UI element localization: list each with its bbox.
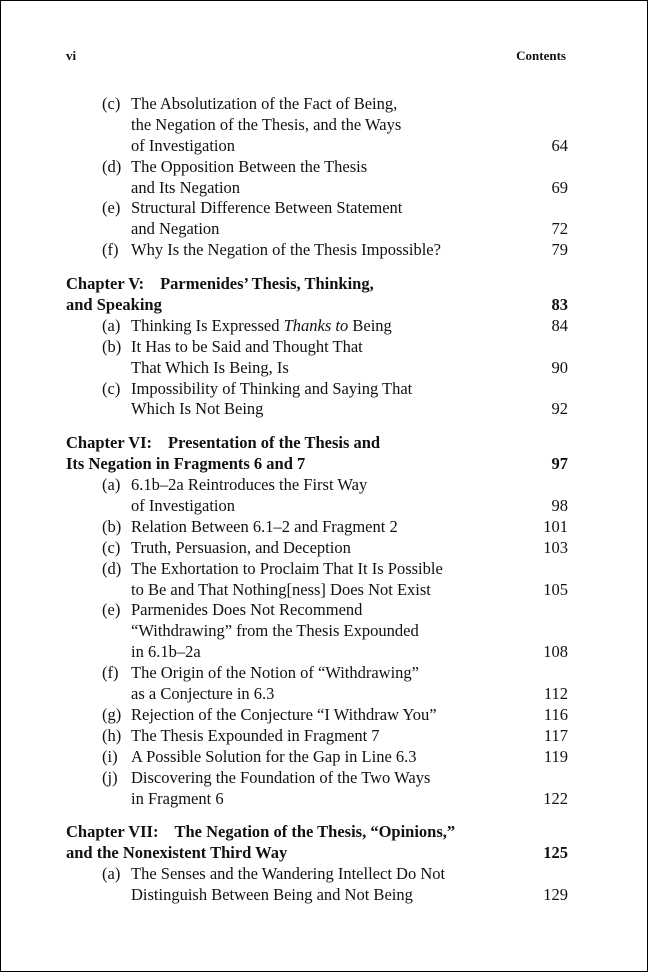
toc-entry[interactable] xyxy=(66,768,568,810)
entry-text: Discovering the Foundation of the Two Ways xyxy=(131,767,431,787)
chapter-title: and the Nonexistent Third Way xyxy=(66,843,288,863)
chapter-v-sections xyxy=(66,316,568,420)
toc-entry[interactable] xyxy=(66,316,568,337)
entry-page: 117 xyxy=(543,725,568,745)
entry-label: (f) xyxy=(102,663,119,683)
entry-text: A Possible Solution for the Gap in Line 6.3 xyxy=(131,746,417,766)
entry-page: 79 xyxy=(551,240,568,260)
entry-label: (a) xyxy=(102,475,121,495)
toc-entry[interactable] xyxy=(66,517,568,538)
chapter-number: Chapter V: xyxy=(66,274,145,294)
entry-text: and Negation xyxy=(131,219,220,239)
entry-text: in 6.1b–2a xyxy=(131,642,201,662)
top-entries xyxy=(66,94,568,261)
chapter-vi xyxy=(66,433,568,475)
entry-label: (d) xyxy=(102,156,122,176)
chapter-number: Chapter VI: xyxy=(66,433,153,453)
entry-text: Which Is Not Being xyxy=(131,399,264,419)
entry-text: Being xyxy=(348,315,392,335)
toc-entry[interactable] xyxy=(66,94,568,157)
toc-entry[interactable] xyxy=(66,198,568,240)
chapter-page: 83 xyxy=(551,295,568,315)
entry-page: 101 xyxy=(543,516,568,536)
entry-label: (b) xyxy=(102,516,122,536)
entry-text: of Investigation xyxy=(131,135,236,155)
entry-text: The Absolutization of the Fact of Being, xyxy=(131,94,398,113)
entry-label: (f) xyxy=(102,240,119,260)
entry-text-italic: Thanks to xyxy=(283,315,349,335)
toc-entry[interactable] xyxy=(66,726,568,747)
page-number-roman: vi xyxy=(66,48,77,63)
entry-text: and Its Negation xyxy=(131,177,241,197)
toc-entry[interactable] xyxy=(66,475,568,517)
chapter-vi-sections xyxy=(66,475,568,809)
entry-text: That Which Is Being, Is xyxy=(131,357,289,377)
entry-text: The Opposition Between the Thesis xyxy=(131,156,368,176)
chapter-number: Chapter VII: xyxy=(66,822,159,842)
chapter-v xyxy=(66,274,568,316)
toc-entry[interactable] xyxy=(66,600,568,663)
running-header: Contents xyxy=(516,48,566,63)
toc-entry[interactable] xyxy=(66,157,568,199)
chapter-title: Presentation of the Thesis and xyxy=(168,433,381,453)
entry-text: Parmenides Does Not Recommend xyxy=(131,600,363,620)
chapter-title: The Negation of the Thesis, “Opinions,” xyxy=(174,822,456,842)
entry-page: 108 xyxy=(543,642,568,662)
entry-text: Impossibility of Thinking and Saying That xyxy=(131,378,413,398)
entry-page: 90 xyxy=(551,357,568,377)
chapter-page: 97 xyxy=(551,454,568,474)
entry-label: (c) xyxy=(102,94,121,113)
toc-entry[interactable] xyxy=(66,747,568,768)
toc-entry[interactable] xyxy=(66,864,568,906)
entry-text: Rejection of the Conjecture “I Withdraw You” xyxy=(131,704,437,724)
entry-text: The Thesis Expounded in Fragment 7 xyxy=(131,725,380,745)
entry-text: The Exhortation to Proclaim That It Is Possible xyxy=(131,558,443,578)
entry-label: (e) xyxy=(102,198,121,218)
toc-entry[interactable] xyxy=(66,240,568,261)
chapter-heading[interactable] xyxy=(66,822,568,843)
entry-label: (j) xyxy=(102,767,118,787)
table-of-contents xyxy=(66,94,568,906)
chapter-title: Parmenides’ Thesis, Thinking, xyxy=(160,274,374,294)
entry-page: 103 xyxy=(543,537,568,557)
entry-text: Structural Difference Between Statement xyxy=(131,198,403,218)
entry-text: the Negation of the Thesis, and the Ways xyxy=(131,114,402,134)
entry-text: to Be and That Nothing[ness] Does Not Exist xyxy=(131,579,431,599)
entry-page: 72 xyxy=(551,219,568,239)
entry-text: Truth, Persuasion, and Deception xyxy=(131,537,351,557)
entry-page: 122 xyxy=(543,788,568,808)
entry-page: 105 xyxy=(543,579,568,599)
entry-label: (h) xyxy=(102,725,122,745)
chapter-title: Its Negation in Fragments 6 and 7 xyxy=(66,454,306,474)
entry-label: (c) xyxy=(102,537,121,557)
entry-text: as a Conjecture in 6.3 xyxy=(131,684,275,704)
chapter-vii-sections xyxy=(66,864,568,906)
toc-entry[interactable] xyxy=(66,663,568,705)
toc-entry[interactable] xyxy=(66,337,568,379)
chapter-heading[interactable] xyxy=(66,274,568,295)
toc-entry[interactable] xyxy=(66,379,568,421)
entry-label: (d) xyxy=(102,558,122,578)
entry-page: 98 xyxy=(551,496,568,516)
entry-text: 6.1b–2a Reintroduces the First Way xyxy=(131,475,368,495)
entry-text: Distinguish Between Being and Not Being xyxy=(131,885,413,905)
entry-label: (i) xyxy=(102,746,118,766)
entry-text: Why Is the Negation of the Thesis Impossible? xyxy=(131,240,441,260)
entry-page: 92 xyxy=(551,399,568,419)
entry-text: The Origin of the Notion of “Withdrawing” xyxy=(131,663,420,683)
entry-page: 69 xyxy=(551,177,568,197)
chapter-heading[interactable] xyxy=(66,433,568,454)
entry-text: of Investigation xyxy=(131,496,236,516)
chapter-page: 125 xyxy=(543,843,568,863)
entry-text: “Withdrawing” from the Thesis Expounded xyxy=(131,621,419,641)
toc-entry[interactable] xyxy=(66,559,568,601)
entry-label: (c) xyxy=(102,378,121,398)
entry-page: 64 xyxy=(551,135,568,155)
entry-page: 119 xyxy=(543,746,568,766)
entry-text: Relation Between 6.1–2 and Fragment 2 xyxy=(131,516,398,536)
chapter-title: and Speaking xyxy=(66,295,162,315)
entry-label: (a) xyxy=(102,315,121,335)
entry-text: It Has to be Said and Thought That xyxy=(131,336,363,356)
chapter-vii xyxy=(66,822,568,864)
entry-text: in Fragment 6 xyxy=(131,788,224,808)
toc-entry[interactable] xyxy=(66,538,568,559)
entry-label: (a) xyxy=(102,864,121,884)
entry-label: (b) xyxy=(102,336,122,356)
entry-text: The Senses and the Wandering Intellect Do Not xyxy=(131,864,446,884)
toc-entry[interactable] xyxy=(66,705,568,726)
entry-label: (e) xyxy=(102,600,121,620)
entry-text: Thinking Is Expressed xyxy=(131,315,284,335)
entry-label: (g) xyxy=(102,704,122,724)
entry-page: 116 xyxy=(543,704,568,724)
entry-page: 84 xyxy=(551,315,568,335)
entry-page: 129 xyxy=(543,885,568,905)
entry-page: 112 xyxy=(543,684,568,704)
